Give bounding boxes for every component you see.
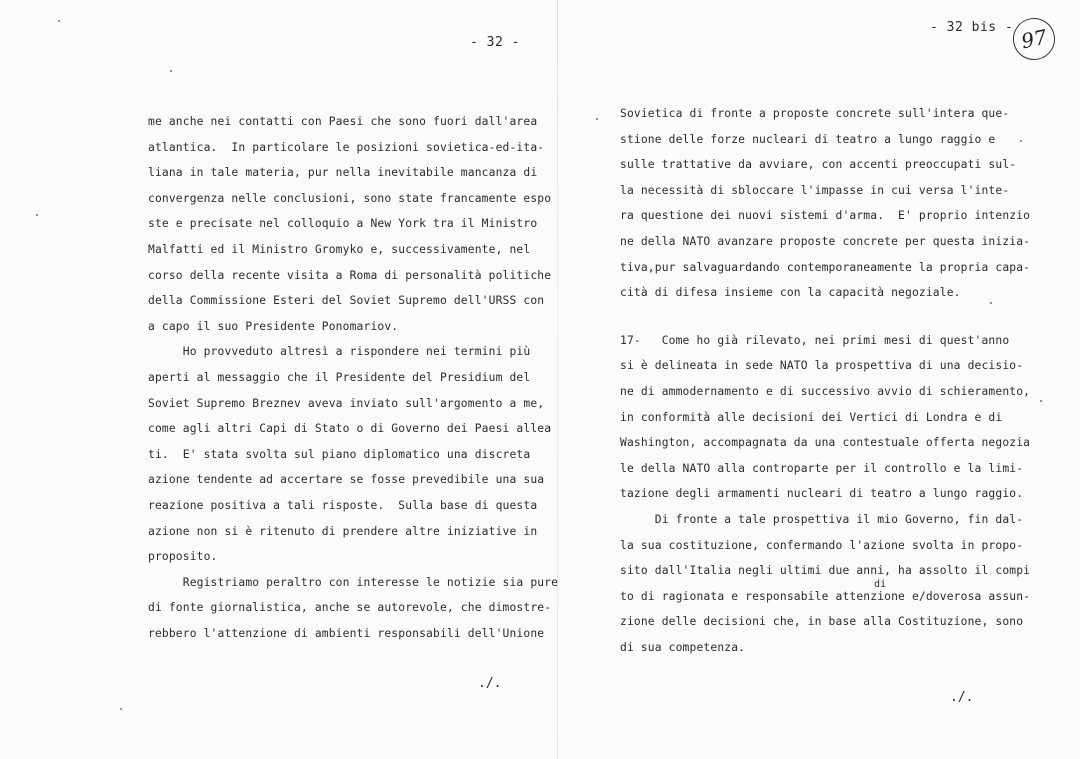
right-page-body xyxy=(620,101,1060,660)
text-line: tazione degli armamenti nucleari di teatro a lungo raggio. xyxy=(620,487,1024,501)
text-line-part: atlantica. In particolare le posizioni sovietica-ed-ita- xyxy=(148,140,545,154)
scan-speck xyxy=(36,214,38,216)
text-line: come agli altri Capi di Stato o di Governo dei Paesi allea xyxy=(148,422,552,436)
stamp-number: 97 xyxy=(1019,24,1049,54)
text-line: stione delle forze nucleari di teatro a lungo raggio e xyxy=(620,132,996,146)
right-page-number: - 32 bis - xyxy=(930,20,1014,35)
text-line: me anche nei contatti con Paesi che sono fuori dall'area xyxy=(148,115,538,128)
text-line: reazione positiva a tali risposte. Sulla base di questa xyxy=(148,498,538,512)
text-line: la necessità di sbloccare l'impasse in cui versa l'inte- xyxy=(620,183,1010,197)
text-line: aperti al messaggio che il Presidente del Presidium del xyxy=(148,370,531,384)
handwritten-insertion: di xyxy=(874,578,887,590)
text-line: sito dall'Italia negli ultimi due anni, ha assolto il compi xyxy=(620,564,1031,578)
text-line: corso della recente visita a Roma di personalità politiche xyxy=(148,268,552,282)
text-line: ne di ammodernamento e di successivo avvio di schieramento, xyxy=(620,384,1031,398)
left-page-number: - 32 - xyxy=(470,35,520,50)
text-line-part: to di ragionata e responsabile attenzione e/doverosa assun- xyxy=(620,589,1031,603)
text-line: a capo il suo Presidente Ponomariov. xyxy=(148,319,399,333)
text-line: della Commissione Esteri del Soviet Supremo dell'URSS con xyxy=(148,294,545,308)
text-line: azione non si è ritenuto di prendere altre iniziative in xyxy=(148,524,538,538)
text-line: cità di difesa insieme con la capacità negoziale. xyxy=(620,286,961,300)
text-line: convergenza nelle conclusioni, sono state francamente espo xyxy=(148,191,552,205)
text-line: le della NATO alla controparte per il controllo e la limi- xyxy=(620,461,1024,475)
scan-speck xyxy=(170,70,172,72)
text-line: si è delineata in sede NATO la prospettiva di una decisio- xyxy=(620,359,1024,373)
text-line: azione tendente ad accertare se fosse prevedibile una sua xyxy=(148,473,545,487)
text-line: liana in tale materia, pur nella inevitabile mancanza di xyxy=(148,166,538,180)
scan-speck xyxy=(1020,140,1022,142)
scan-speck xyxy=(120,708,122,710)
text-line: ra questione dei nuovi sistemi d'arma. E' proprio intenzio xyxy=(620,209,1031,223)
text-line: ne della NATO avanzare proposte concrete per questa inizia- xyxy=(620,234,1031,248)
text-line: sulle trattative da avviare, con accenti preoccupati sul- xyxy=(620,158,1017,172)
text-line: Ho provveduto altresì a rispondere nei termini più xyxy=(148,345,531,359)
text-line: zione delle decisioni che, in base alla Costituzione, sono xyxy=(620,615,1024,629)
text-line: Registriamo peraltro con interesse le notizie sia pure xyxy=(148,575,559,589)
left-continuation-mark: ./. xyxy=(478,676,502,691)
text-line: la sua costituzione, confermando l'azione svolta in propo- xyxy=(620,538,1024,552)
text-line: ste e precisate nel colloquio a New York tra il Ministro xyxy=(148,217,538,231)
text-line: di sua competenza. xyxy=(620,640,746,654)
right-page xyxy=(560,0,1080,759)
scan-speck xyxy=(1040,400,1042,402)
text-line: in conformità alle decisioni dei Vertici di Londra e di xyxy=(620,410,1003,424)
text-line: tiva,pur salvaguardando contemporaneamente la propria capa- xyxy=(620,260,1031,274)
archive-stamp xyxy=(1009,14,1059,64)
text-line: Soviet Supremo Breznev aveva inviato sull'argomento a me, xyxy=(148,396,545,410)
right-continuation-mark: ./. xyxy=(950,690,974,705)
paragraph-gap xyxy=(620,306,1060,328)
text-line: rebbero l'attenzione di ambienti responsabili dell'Unione xyxy=(148,626,545,640)
text-line: Di fronte a tale prospettiva il mio Governo, fin dal- xyxy=(620,512,1024,526)
text-line: Malfatti ed il Ministro Gromyko e, successivamente, nel xyxy=(148,242,531,256)
text-line: proposito. xyxy=(148,550,218,564)
text-line: di fonte giornalistica, anche se autorevole, che dimostre- xyxy=(148,601,552,615)
text-line xyxy=(148,135,548,161)
scan-speck xyxy=(596,118,598,120)
text-line: ti. E' stata svolta sul piano diplomatico una discreta xyxy=(148,447,531,461)
text-line: 17- Come ho già rilevato, nei primi mesi di quest'anno xyxy=(620,333,1010,347)
text-line xyxy=(620,578,1060,610)
left-page-body xyxy=(148,109,559,646)
text-line: Sovietica di fronte a proposte concrete sull'intera que- xyxy=(620,107,1010,120)
scan-speck xyxy=(58,20,60,22)
text-line: Washington, accompagnata da una contestuale offerta negozia xyxy=(620,436,1031,450)
scan-speck xyxy=(990,302,992,304)
